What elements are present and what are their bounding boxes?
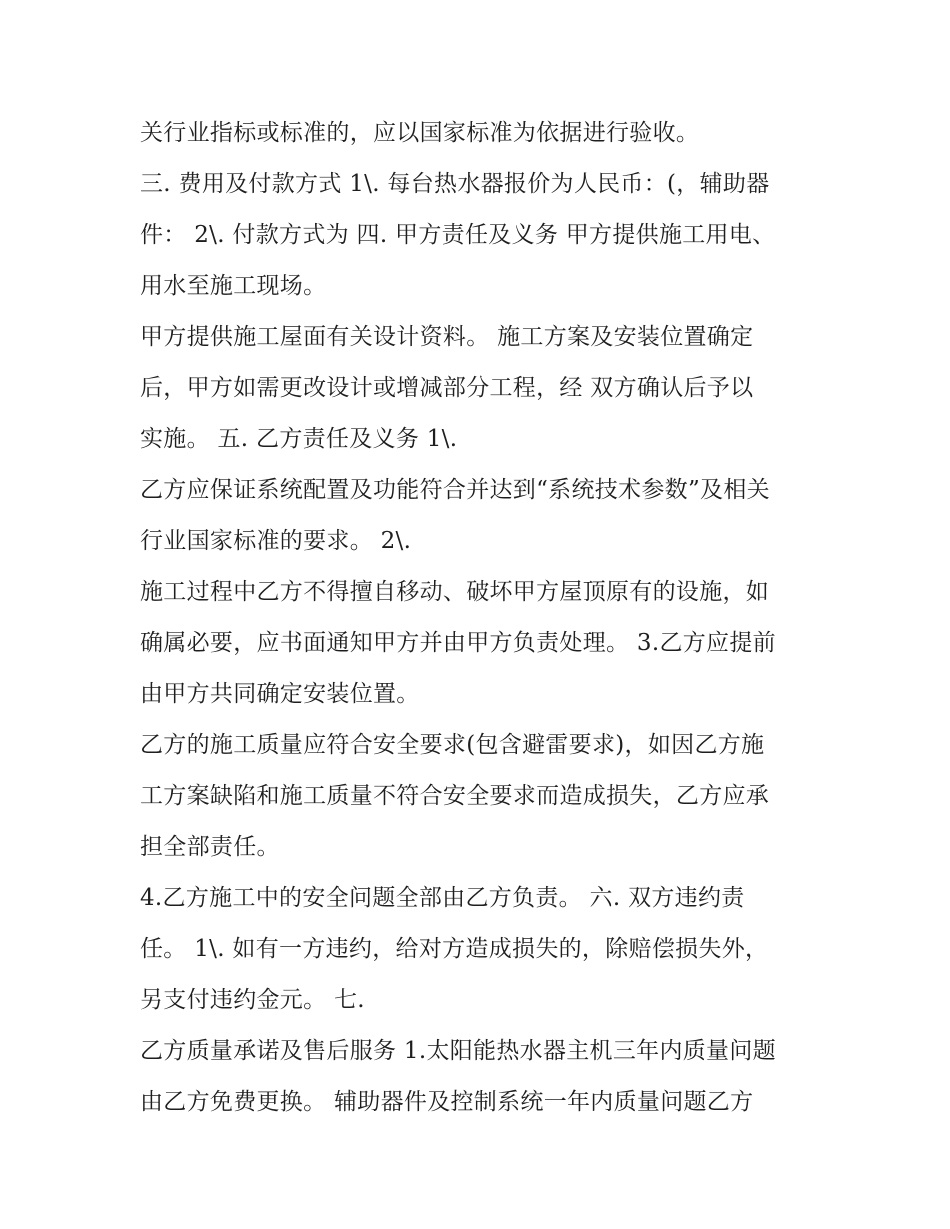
text-line: 实施。 五. 乙方责任及义务 1\. — [140, 426, 458, 452]
text-line: 由乙方免费更换。 辅助器件及控制系统一年内质量问题乙方 — [140, 1089, 754, 1115]
text-line: 任。 1\. 如有一方违约，给对方造成损失的，除赔偿损失外， — [140, 936, 769, 962]
text-line: 甲方提供施工屋面有关设计资料。 施工方案及安装位置确定 — [140, 324, 754, 350]
text-line: 确属必要，应书面通知甲方并由甲方负责处理。 3.乙方应提前 — [140, 630, 776, 656]
text-line: 件： 2\. 付款方式为 四. 甲方责任及义务 甲方提供施工用电、 — [140, 222, 776, 248]
contract-body-text — [140, 108, 820, 1128]
text-line: 施工过程中乙方不得擅自移动、破坏甲方屋顶原有的设施，如 — [140, 579, 770, 605]
text-line: 工方案缺陷和施工质量不符合安全要求而造成损失，乙方应承 — [140, 783, 770, 809]
text-line: 后，甲方如需更改设计或增减部分工程，经 双方确认后予以 — [140, 375, 754, 401]
text-line: 三. 费用及付款方式 1\. 每台热水器报价为人民币：(，辅助器 — [140, 171, 770, 197]
text-line: 关行业指标或标准的，应以国家标准为依据进行验收。 — [140, 120, 700, 146]
text-line: 乙方的施工质量应符合安全要求(包含避雷要求)，如因乙方施 — [140, 732, 765, 758]
text-line: 行业国家标准的要求。 2\. — [140, 528, 412, 554]
text-line: 由甲方共同确定安装位置。 — [140, 681, 420, 707]
text-line: 用水至施工现场。 — [140, 273, 327, 299]
text-line: 担全部责任。 — [140, 834, 280, 860]
text-line: 另支付违约金元。 七. — [140, 987, 365, 1013]
text-line: 乙方质量承诺及售后服务 1.太阳能热水器主机三年内质量问题 — [140, 1038, 776, 1064]
text-line: 乙方应保证系统配置及功能符合并达到“系统技术参数”及相关 — [140, 477, 770, 503]
text-line: 4.乙方施工中的安全问题全部由乙方负责。 六. 双方违约责 — [140, 885, 745, 911]
